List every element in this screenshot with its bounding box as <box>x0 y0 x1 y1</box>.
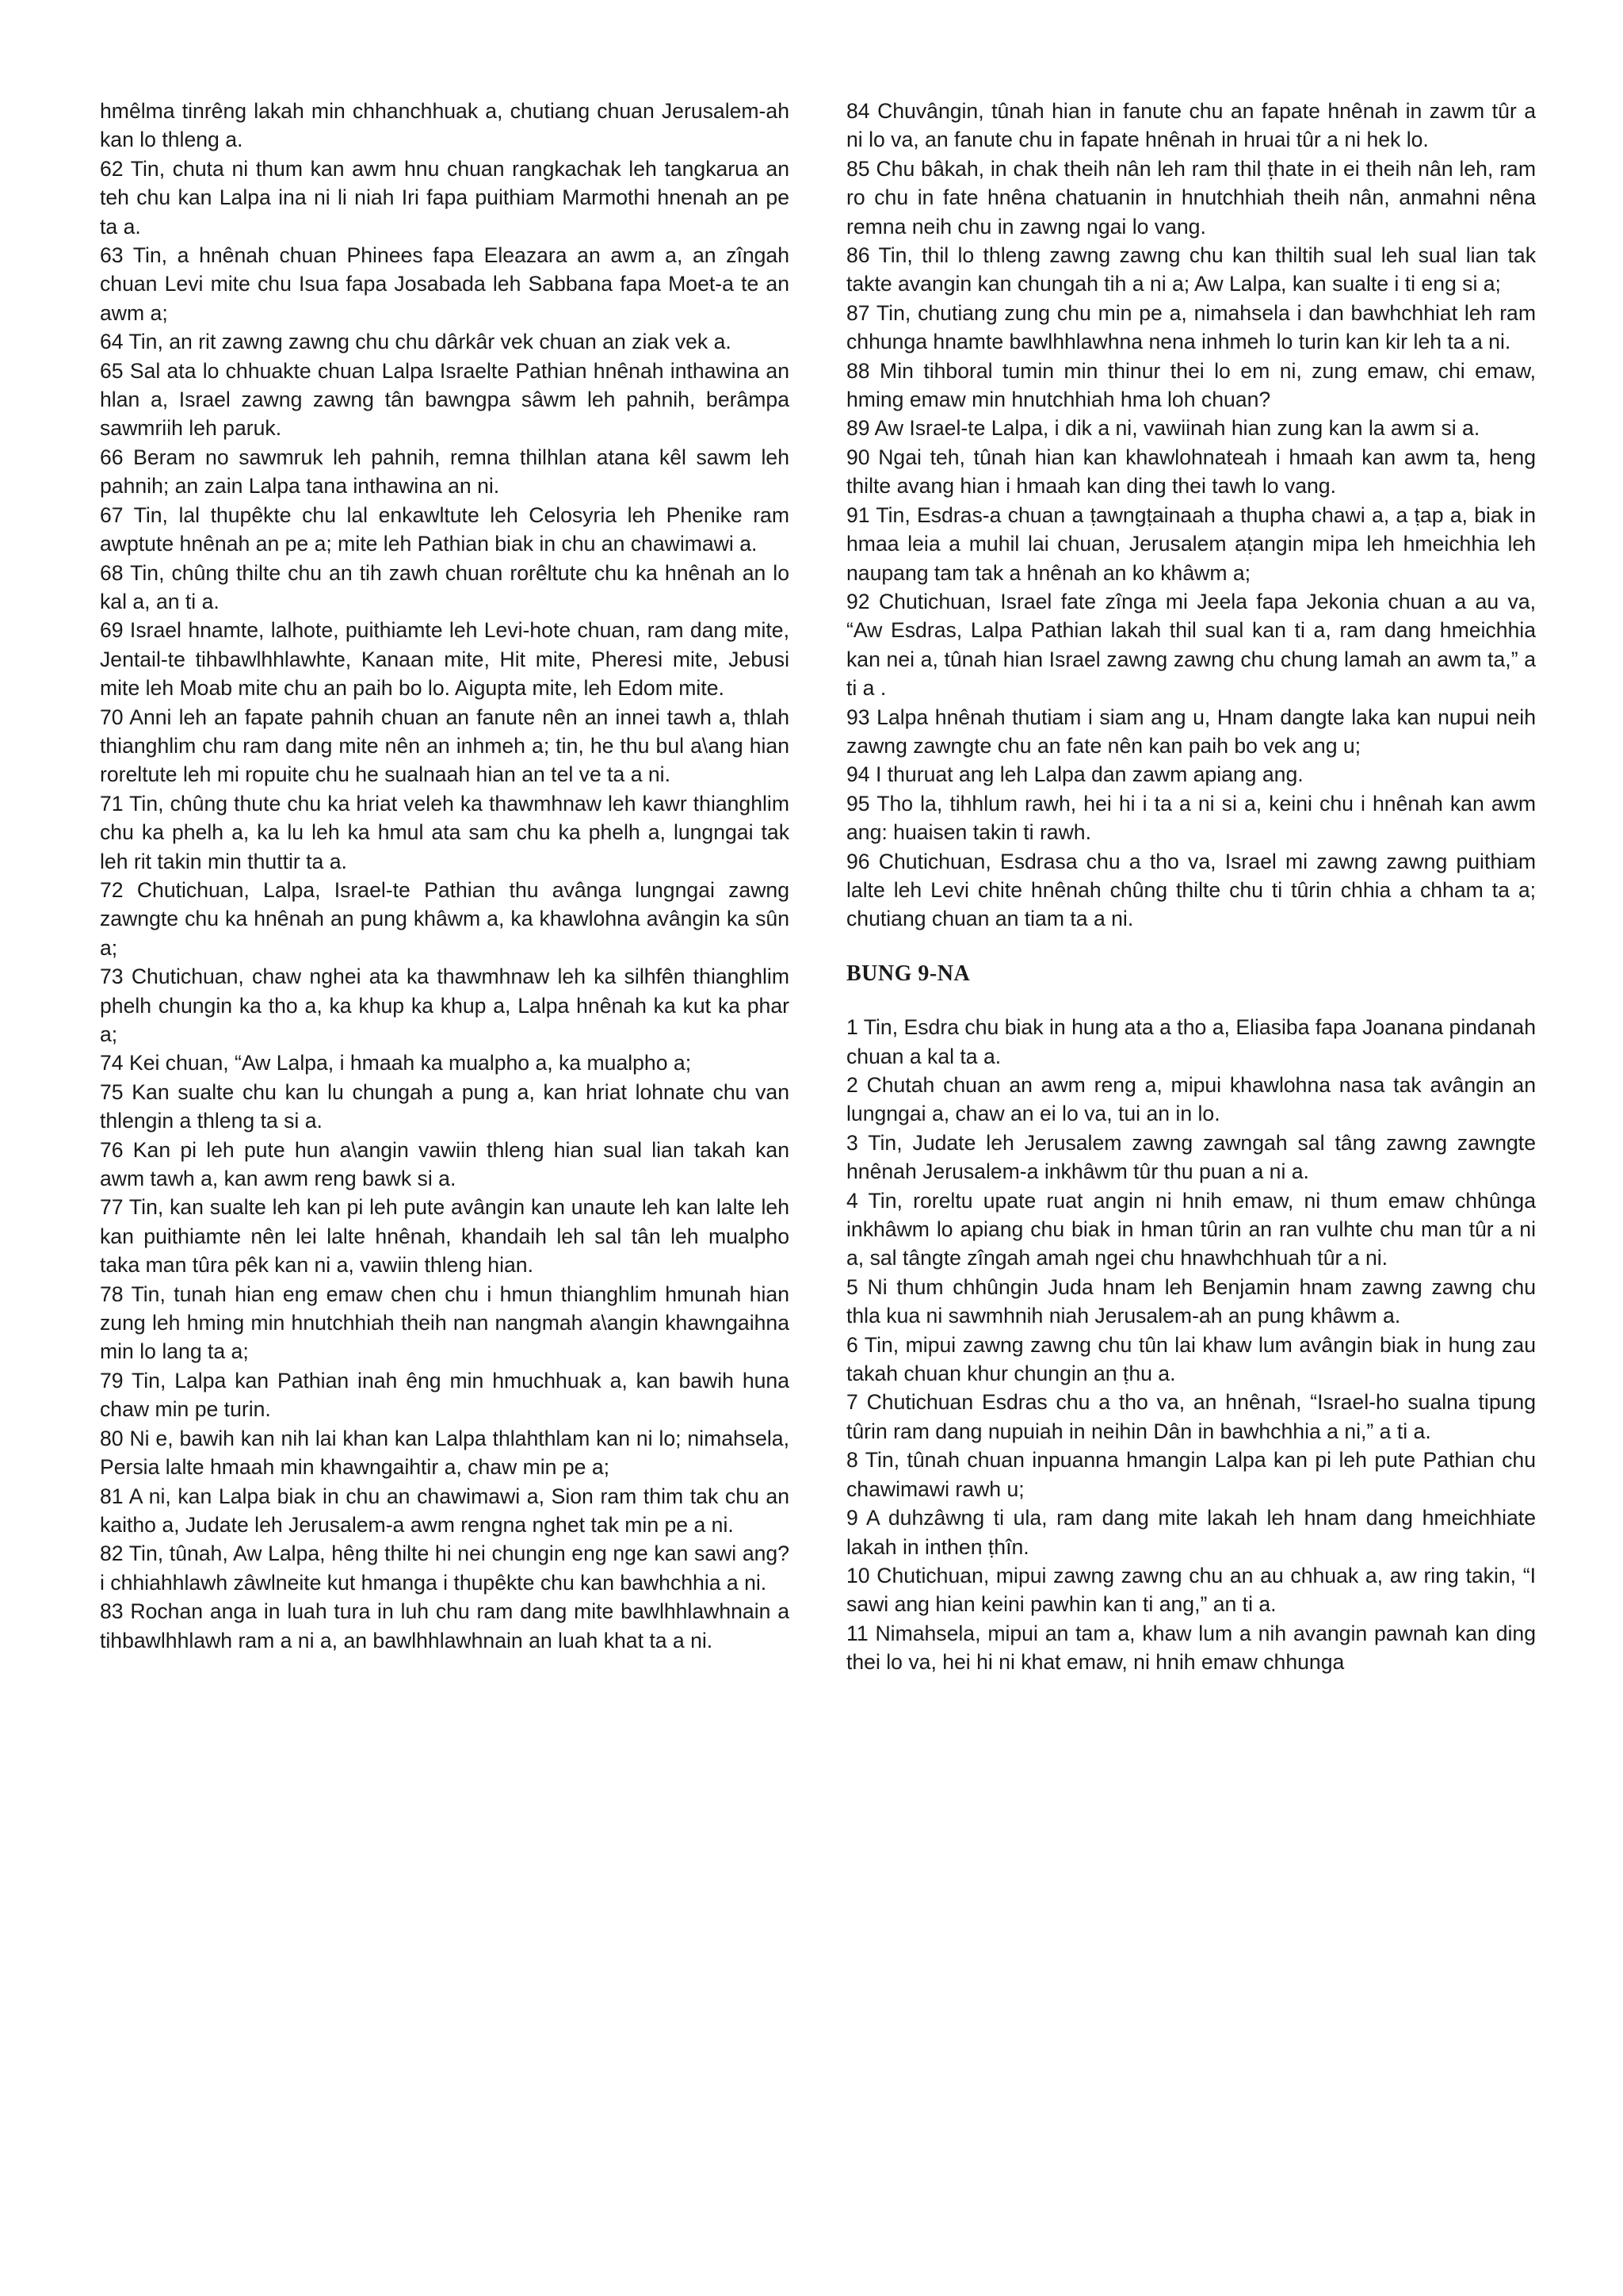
verse-paragraph: 90 Ngai teh, tûnah hian kan khawlohnateah i hmaah kan awm ta, heng thilte avang hian i hmaah kan ding thei tawh lo vang. <box>846 445 1536 499</box>
verse-paragraph: 76 Kan pi leh pute hun a\angin vawiin thleng hian sual lian takah kan awm tawh a, kan awm reng bawk si a. <box>100 1137 789 1191</box>
verse-paragraph: 5 Ni thum chhûngin Juda hnam leh Benjamin hnam zawng zawng chu thla kua ni sawmhnih niah Jerusalem-ah an pung khâwm a. <box>846 1274 1536 1328</box>
left-column <box>100 97 789 1655</box>
verse-paragraph: 10 Chutichuan, mipui zawng zawng chu an au chhuak a, aw ring takin, “I sawi ang hian keini pawhin kan ti ang,” an ti a. <box>846 1563 1536 1617</box>
verse-paragraph: 72 Chutichuan, Lalpa, Israel-te Pathian thu avânga lungngai zawng zawngte chu ka hnênah an pung khâwm a, ka khawlohna avângin ka sûn a; <box>100 877 789 960</box>
verse-paragraph: 79 Tin, Lalpa kan Pathian inah êng min hmuchhuak a, kan bawih huna chaw min pe turin. <box>100 1368 789 1422</box>
verse-paragraph: 68 Tin, chûng thilte chu an tih zawh chuan rorêltute chu ka hnênah an lo kal a, an ti a. <box>100 560 789 613</box>
verse-paragraph: 85 Chu bâkah, in chak theih nân leh ram thil ṭhate in ei theih nân leh, ram ro chu in fate hnêna chatuanin in hnutchhiah theih nân, anmahni nêna remna neih chu in zawng ngai lo vang. <box>846 156 1536 239</box>
verse-paragraph: 64 Tin, an rit zawng zawng chu chu dârkâr vek chuan an ziak vek a. <box>100 330 731 354</box>
verse-paragraph: 91 Tin, Esdras-a chuan a ṭawngṭainaah a thupha chawi a, a ṭap a, biak in hmaa leia a muhil lai chuan, Jerusalem aṭangin mipa leh hmeichhia leh naupang tam tak a hnênah an ko khâwm a; <box>846 502 1536 585</box>
verse-paragraph: 62 Tin, chuta ni thum kan awm hnu chuan rangkachak leh tangkarua an teh chu kan Lalpa ina ni li niah Iri fapa puithiam Marmothi hnenah an pe ta a. <box>100 156 789 239</box>
verse-paragraph: 69 Israel hnamte, lalhote, puithiamte leh Levi-hote chuan, ram dang mite, Jentail-te tihbawlhhlawhte, Kanaan mite, Hit mite, Pheresi mite, Jebusi mite leh Moab mite chu an paih bo lo. Aigupta mite, leh Edom mite. <box>100 618 789 701</box>
verse-paragraph: 84 Chuvângin, tûnah hian in fanute chu an fapate hnênah in zawm tûr a ni lo va, an fanute chu in fapate hnênah in hruai tûr a ni hek lo. <box>846 99 1536 152</box>
verse-paragraph: 78 Tin, tunah hian eng emaw chen chu i hmun thianghlim hmunah hian zung leh hming min hnutchhiah theih nan nangmah a\angin khawngaihna min lo lang ta a; <box>100 1282 789 1364</box>
chapter-heading: BUNG 9-NA <box>846 961 971 986</box>
verse-paragraph: 96 Chutichuan, Esdrasa chu a tho va, Israel mi zawng zawng puithiam lalte leh Levi chite hnênah chûng thilte chu ti tûrin chhia a chham ta a; chutiang chuan an tiam ta a ni. <box>846 849 1536 931</box>
verse-paragraph: 87 Tin, chutiang zung chu min pe a, nimahsela i dan bawhchhiat leh ram chhunga hnamte bawlhhlawhna nena inhmeh lo turin kan kir leh ta a ni. <box>846 300 1536 354</box>
verse-paragraph: 88 Min tihboral tumin min thinur thei lo em ni, zung emaw, chi emaw, hming emaw min hnutchhiah hma loh chuan? <box>846 358 1536 412</box>
verse-paragraph: 83 Rochan anga in luah tura in luh chu ram dang mite bawlhhlawhnain a tihbawlhhlawh ram a ni a, an bawlhhlawhnain an luah khat ta a ni. <box>100 1599 789 1652</box>
verse-paragraph: 93 Lalpa hnênah thutiam i siam ang u, Hnam dangte laka kan nupui neih zawng zawngte chu an fate nên kan paih bo vek ang u; <box>846 705 1536 758</box>
verse-paragraph: 2 Chutah chuan an awm reng a, mipui khawlohna nasa tak avângin an lungngai a, chaw an ei lo va, tui an in lo. <box>846 1073 1536 1126</box>
verse-paragraph: 3 Tin, Judate leh Jerusalem zawng zawngah sal tâng zawng zawngte hnênah Jerusalem-a inkhâwm tûr thu puan a ni a. <box>846 1130 1536 1184</box>
verse-paragraph: 89 Aw Israel-te Lalpa, i dik a ni, vawiinah hian zung kan la awm si a. <box>846 416 1480 441</box>
verse-paragraph: 80 Ni e, bawih kan nih lai khan kan Lalpa thlahthlam kan ni lo; nimahsela, Persia lalte hmaah min khawngaihtir a, chaw min pe a; <box>100 1426 789 1480</box>
verse-paragraph: 86 Tin, thil lo thleng zawng zawng chu kan thiltih sual leh sual lian tak takte avangin kan chungah tih a ni a; Aw Lalpa, kan sualte i ti eng si a; <box>846 243 1536 296</box>
verse-paragraph: 81 A ni, kan Lalpa biak in chu an chawimawi a, Sion ram thim tak chu an kaitho a, Judate leh Jerusalem-a awm rengna nghet tak min pe a ni. <box>100 1484 789 1537</box>
verse-paragraph: 7 Chutichuan Esdras chu a tho va, an hnênah, “Israel-ho sualna tipung tûrin ram dang nupuiah in neihin Dân in bawhchhia a ni,” a ti a. <box>846 1390 1536 1443</box>
verse-paragraph: 1 Tin, Esdra chu biak in hung ata a tho a, Eliasiba fapa Joanana pindanah chuan a kal ta a. <box>846 1015 1536 1068</box>
verse-paragraph: 66 Beram no sawmruk leh pahnih, remna thilhlan atana kêl sawm leh pahnih; an zain Lalpa tana inthawina an ni. <box>100 445 789 499</box>
verse-paragraph: 67 Tin, lal thupêkte chu lal enkawltute leh Celosyria leh Phenike ram awptute hnênah an pe a; mite leh Pathian biak in chu an chawimawi a. <box>100 502 789 556</box>
verse-paragraph: 74 Kei chuan, “Aw Lalpa, i hmaah ka mualpho a, ka mualpho a; <box>100 1051 692 1075</box>
verse-paragraph: 94 I thuruat ang leh Lalpa dan zawm apiang ang. <box>846 762 1304 787</box>
verse-paragraph: 63 Tin, a hnênah chuan Phinees fapa Eleazara an awm a, an zîngah chuan Levi mite chu Isua fapa Josabada leh Sabbana fapa Moet-a te an awm a; <box>100 243 789 325</box>
verse-paragraph: 70 Anni leh an fapate pahnih chuan an fanute nên an innei tawh a, thlah thianghlim chu ram dang mite nên an inhmeh a; tin, he thu bul a\ang hian roreltute leh mi ropuite chu he sualnaah hian an tel ve ta a ni. <box>100 705 789 787</box>
verse-paragraph: 4 Tin, roreltu upate ruat angin ni hnih emaw, ni thum emaw chhûnga inkhâwm lo apiang chu biak in hman tûrin an ran vulhte chu man tûr a ni a, sal tângte zîngah amah ngei chu hnawhchhuah tûr a ni. <box>846 1188 1536 1270</box>
verse-paragraph: 77 Tin, kan sualte leh kan pi leh pute avângin kan unaute leh kan lalte leh kan puithiamte nên lei lalte hnênah, khandaih leh sal tân leh mualpho taka man tûra pêk kan ni a, vawiin thleng hian. <box>100 1195 789 1278</box>
verse-paragraph: hmêlma tinrêng lakah min chhanchhuak a, chutiang chuan Jerusalem-ah kan lo thleng a. <box>100 99 789 152</box>
verse-paragraph: 6 Tin, mipui zawng zawng chu tûn lai khaw lum avângin biak in hung zau takah chuan khur chungin an ṭhu a. <box>846 1332 1536 1386</box>
verse-paragraph: 82 Tin, tûnah, Aw Lalpa, hêng thilte hi nei chungin eng nge kan sawi ang? i chhiahhlawh zâwlneite kut hmanga i thupêkte chu kan bawhchhia a ni. <box>100 1541 789 1595</box>
verse-paragraph: 11 Nimahsela, mipui an tam a, khaw lum a nih avangin pawnah kan ding thei lo va, hei hi ni khat emaw, ni hnih emaw chhunga <box>846 1621 1536 1675</box>
verse-paragraph: 71 Tin, chûng thute chu ka hriat veleh ka thawmhnaw leh kawr thianghlim chu ka phelh a, ka lu leh ka hmul ata sam chu ka phelh a, lungngai tak leh rit takin min thuttir ta a. <box>100 791 789 873</box>
right-column <box>846 97 1536 1677</box>
verse-paragraph: 8 Tin, tûnah chuan inpuanna hmangin Lalpa kan pi leh pute Pathian chu chawimawi rawh u; <box>846 1448 1536 1501</box>
verse-paragraph: 73 Chutichuan, chaw nghei ata ka thawmhnaw leh ka silhfên thianghlim phelh chungin ka tho a, ka khup ka khup a, Lalpa hnênah ka kut ka phar a; <box>100 965 789 1046</box>
verse-paragraph: 65 Sal ata lo chhuakte chuan Lalpa Israelte Pathian hnênah inthawina an hlan a, Israel zawng zawng tân bawngpa sâwm leh pahnih, berâmpa sawmriih leh paruk. <box>100 358 789 441</box>
verse-paragraph: 95 Tho la, tihhlum rawh, hei hi i ta a ni si a, keini chu i hnênah kan awm ang: huaisen takin ti rawh. <box>846 791 1536 845</box>
verse-paragraph: 75 Kan sualte chu kan lu chungah a pung a, kan hriat lohnate chu van thlengin a thleng ta si a. <box>100 1079 789 1133</box>
verse-paragraph: 92 Chutichuan, Israel fate zînga mi Jeela fapa Jekonia chuan a au va, “Aw Esdras, Lalpa Pathian lakah thil sual kan ti a, ram dang hmeichhia kan nei a, tûnah hian Israel zawng zawng chu chung lamah an awm ta,” a ti a . <box>846 589 1536 701</box>
verse-paragraph: 9 A duhzâwng ti ula, ram dang mite lakah leh hnam dang hmeichhiate lakah in inthen ṭhîn. <box>846 1506 1536 1559</box>
